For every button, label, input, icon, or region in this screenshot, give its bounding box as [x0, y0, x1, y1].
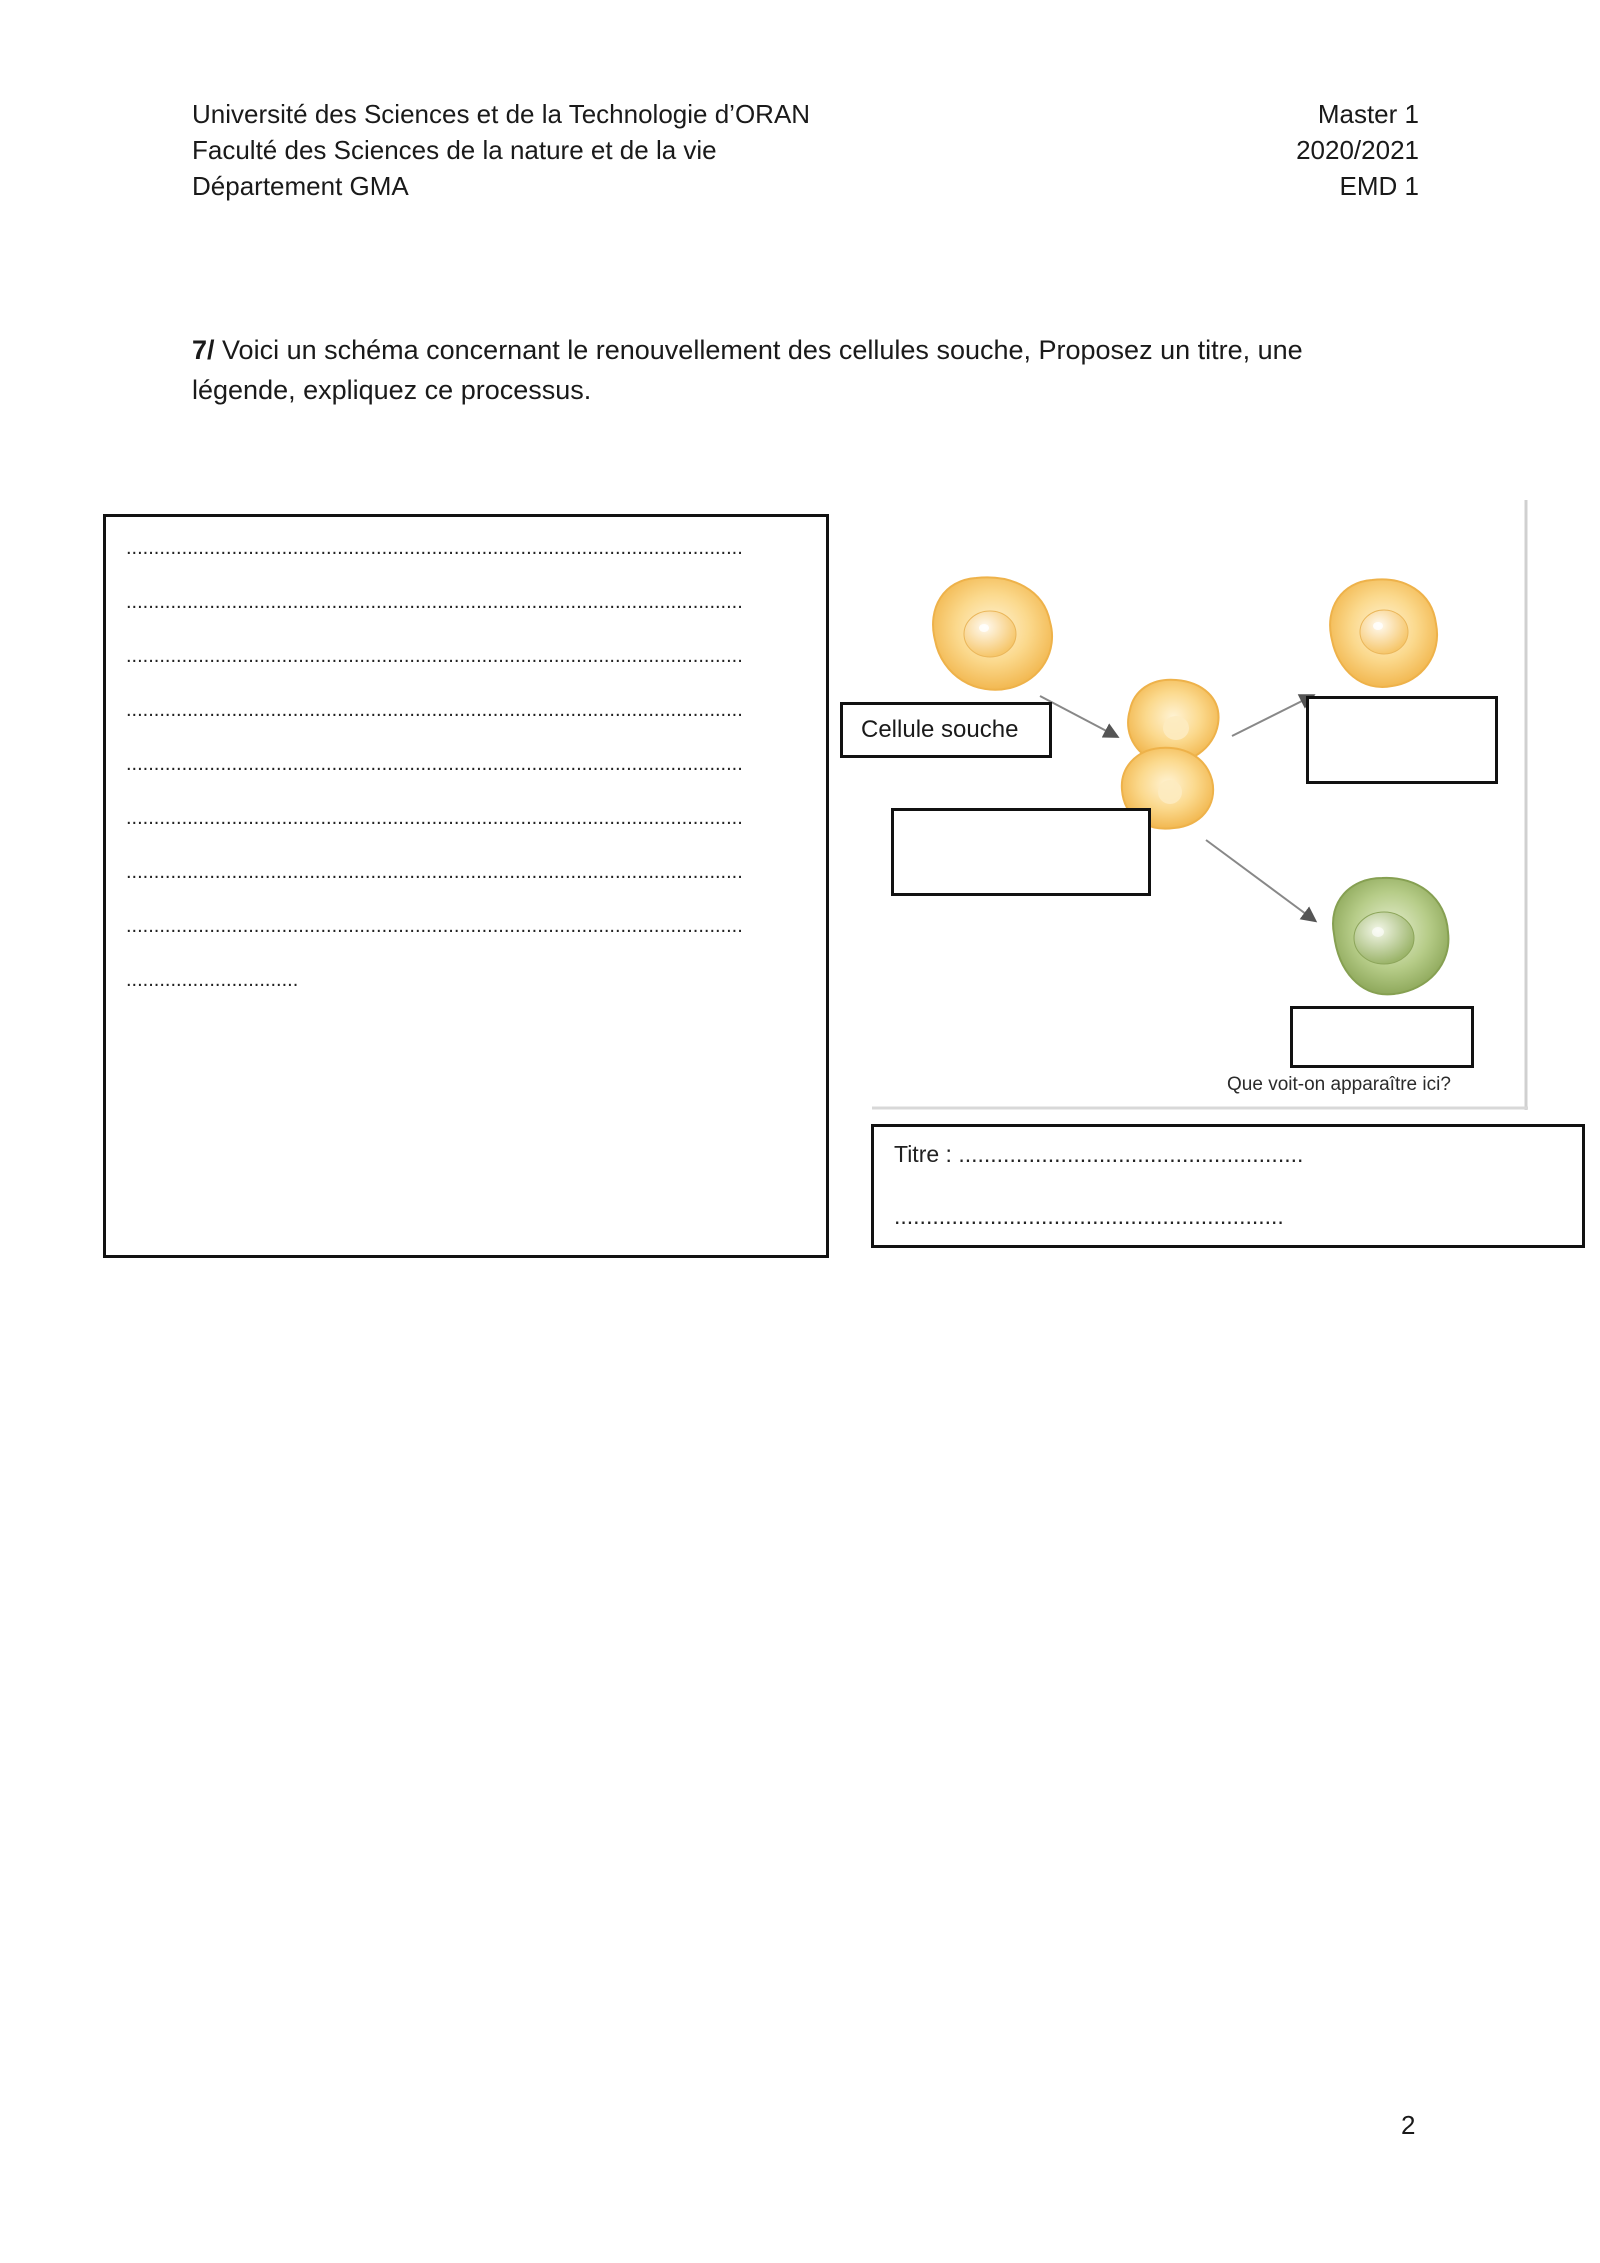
figure-caption: Que voit-on apparaître ici? — [1227, 1074, 1451, 1095]
stem-cell-label: Cellule souche — [840, 702, 1052, 758]
title-line: Titre : ...................................................... — [894, 1141, 1304, 1167]
academic-year: 2020/2021 — [1296, 135, 1419, 165]
answer-line: ............................................................................................................... — [126, 861, 743, 883]
blank-label-division[interactable] — [891, 808, 1151, 896]
title-line-continuation: ............................................................. — [894, 1203, 1284, 1229]
faculty-name: Faculté des Sciences de la nature et de la vie — [192, 135, 717, 165]
question-text: Voici un schéma concernant le renouvellement des cellules souche, Proposez un titre, une légende, expliquez ce processus. — [192, 335, 1303, 405]
title-box[interactable] — [871, 1124, 1585, 1248]
level: Master 1 — [1317, 99, 1419, 129]
answer-line: ............................... — [126, 969, 299, 991]
question-7 — [192, 330, 1392, 410]
page-number: 2 — [1401, 2110, 1416, 2140]
answer-box[interactable] — [103, 514, 829, 1258]
differentiated-cell — [1333, 878, 1448, 995]
exam-name: EMD 1 — [1339, 171, 1419, 201]
answer-line: ............................................................................................................... — [126, 645, 743, 667]
answer-line: ............................................................................................................... — [126, 591, 743, 613]
answer-line: ............................................................................................................... — [126, 753, 743, 775]
answer-line: ............................................................................................................... — [126, 537, 743, 559]
answer-line: ............................................................................................................... — [126, 915, 743, 937]
stem-cell-renewal-figure — [861, 500, 1532, 1112]
blank-label-differentiation[interactable] — [1290, 1006, 1474, 1068]
stem-cell-top-right — [1330, 579, 1437, 687]
blank-label-self-renewal[interactable] — [1306, 696, 1498, 784]
department-name: Département GMA — [192, 171, 409, 201]
exam-header — [1296, 96, 1419, 204]
question-number: 7/ — [192, 335, 215, 365]
answer-line: ............................................................................................................... — [126, 807, 743, 829]
university-name: Université des Sciences et de la Technologie d’ORAN — [192, 99, 811, 129]
answer-line: ............................................................................................................... — [126, 699, 743, 721]
institution-header — [192, 96, 810, 204]
